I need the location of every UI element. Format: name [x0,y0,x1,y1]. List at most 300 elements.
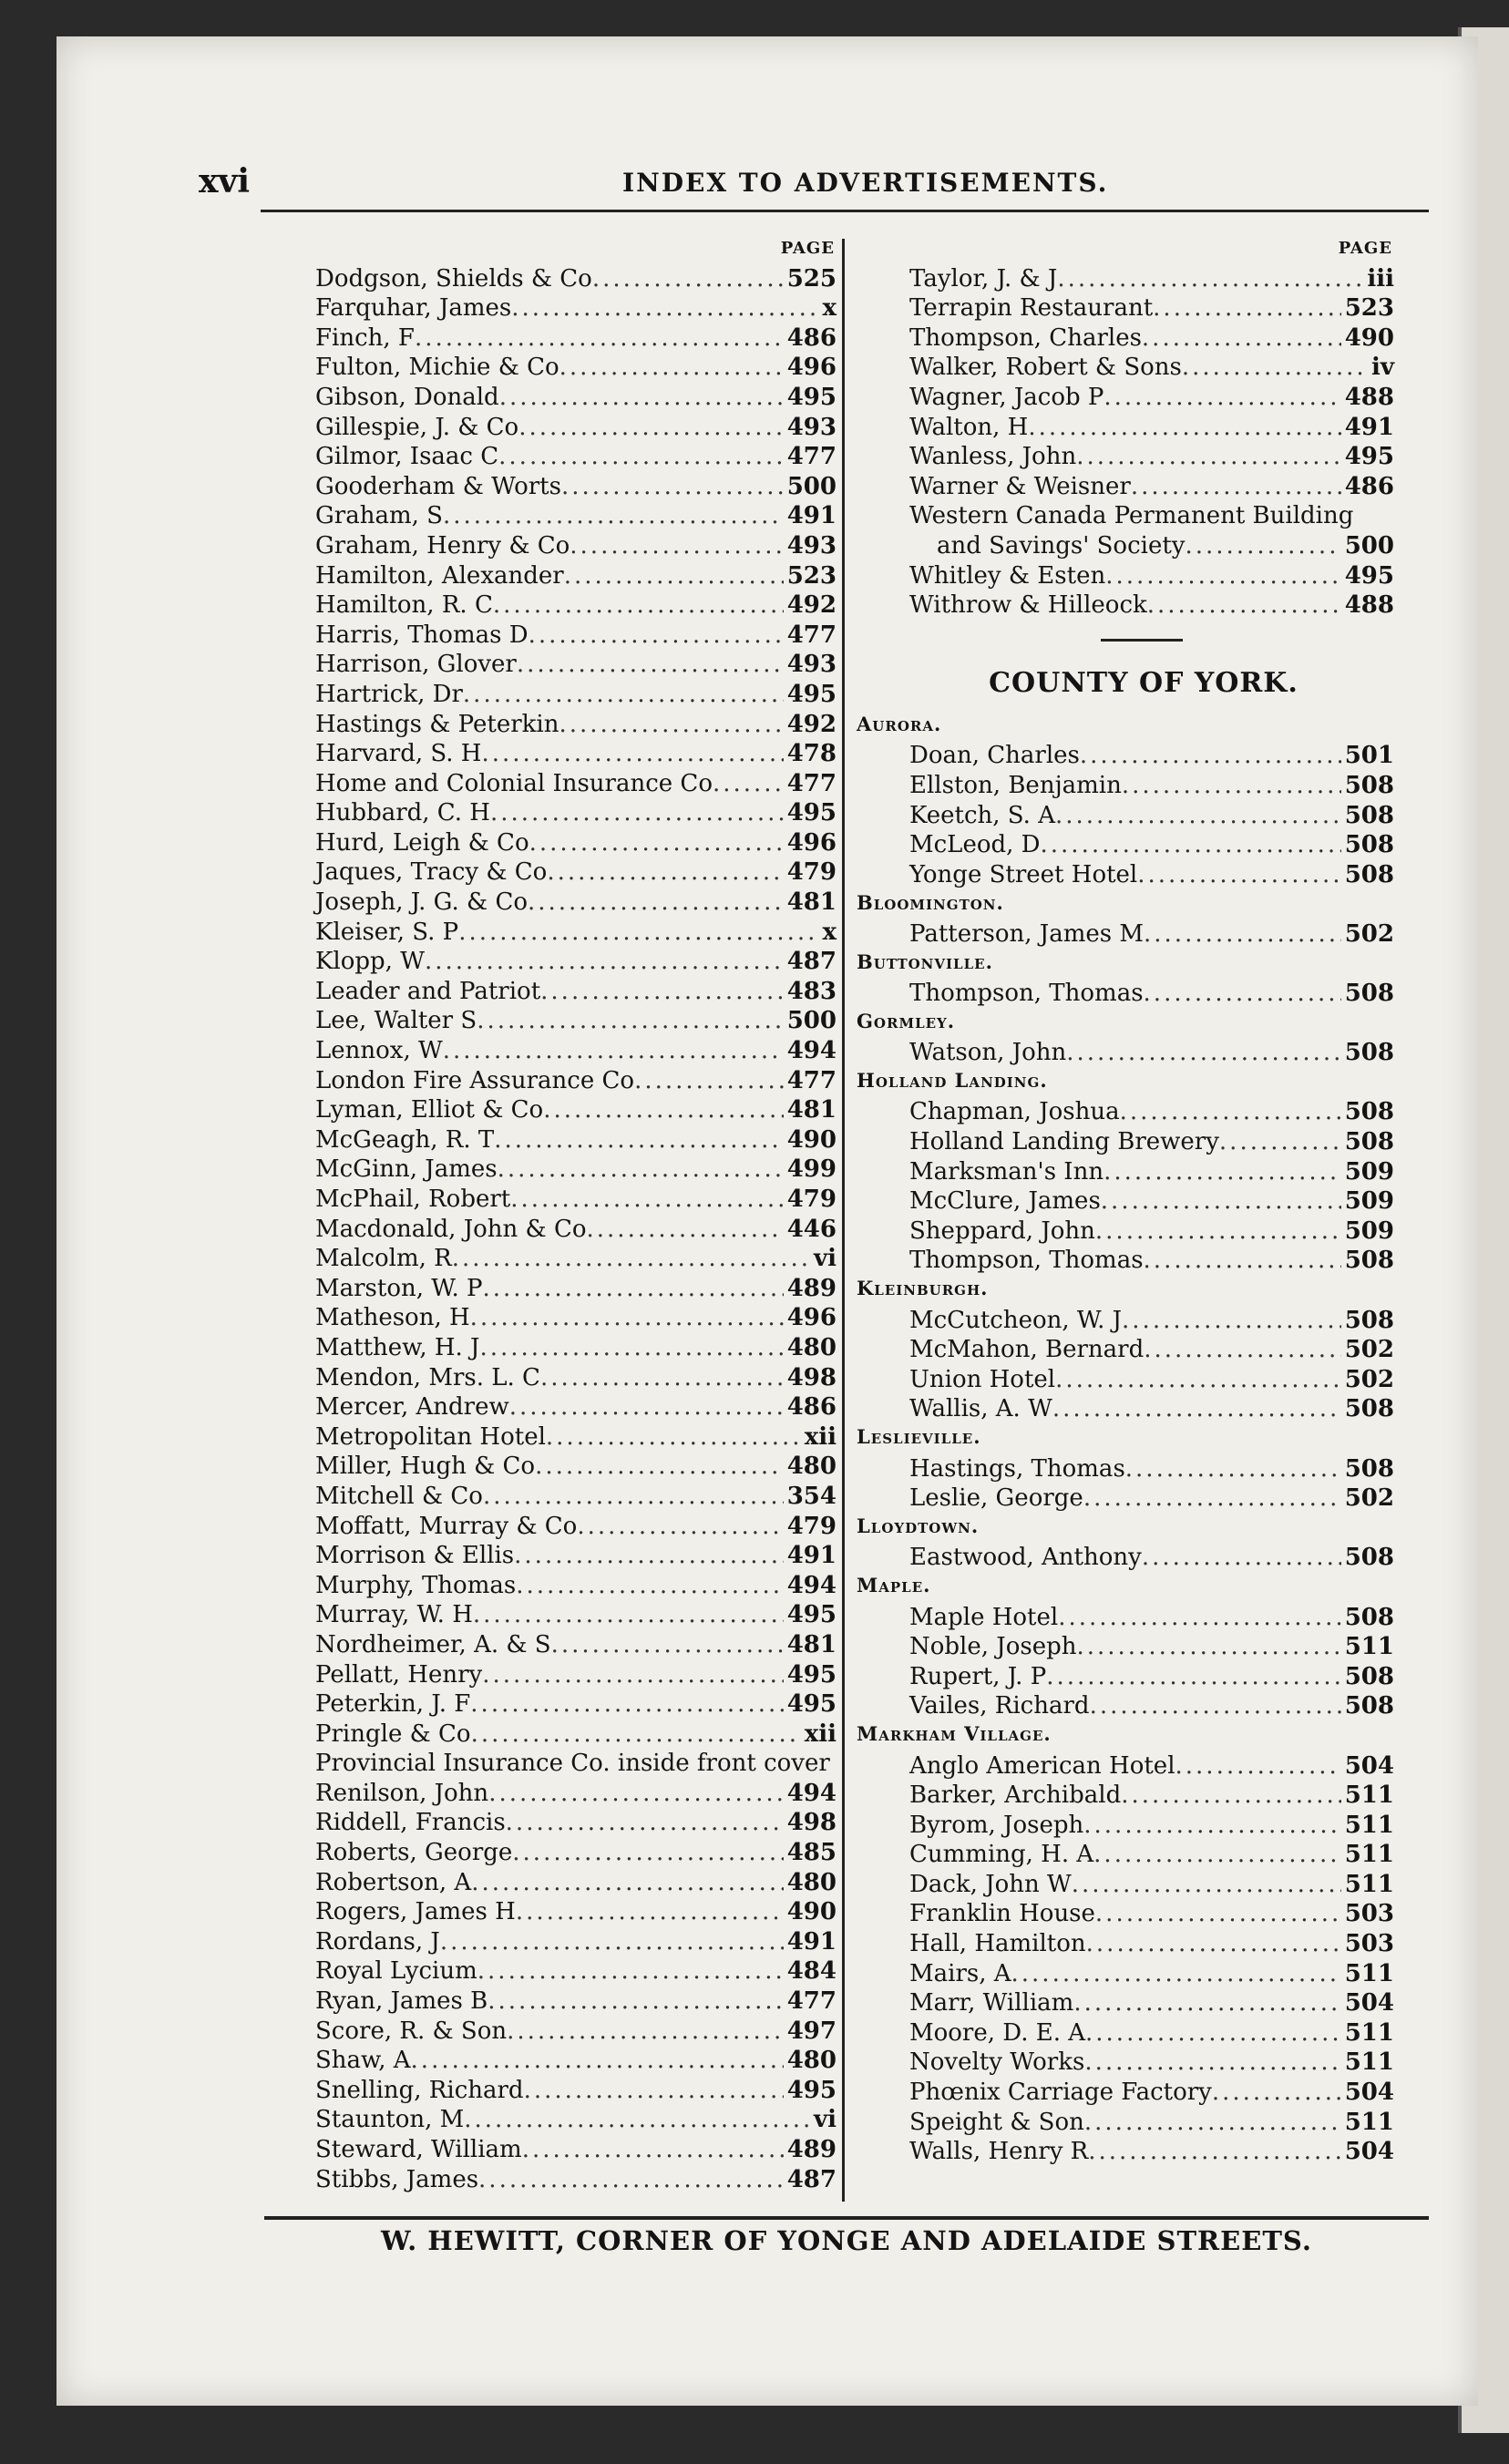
entry-page: 489 [786,1274,837,1302]
entry-page: 493 [786,531,837,560]
leader-dots [415,324,784,352]
leader-dots [1121,1781,1341,1809]
entry-name: Wanless, John [909,443,1077,471]
page-column-header: PAGE [1338,239,1392,258]
entry-page: 504 [1344,1989,1394,2017]
entry-page: 495 [786,680,837,708]
index-entry [315,678,837,708]
index-entry [857,1453,1394,1483]
entry-page: 501 [1344,742,1394,770]
index-entry [857,829,1394,859]
entry-name: Hastings & Peterkin [315,710,559,738]
leader-dots [1080,742,1341,769]
index-entry [857,1601,1394,1631]
index-entry [857,1839,1394,1869]
entry-page: 508 [1344,1662,1394,1690]
index-entry [315,2015,837,2045]
entry-name: McPhail, Robert [315,1186,511,1213]
entry-page: 486 [786,323,837,352]
entry-name: McCutcheon, W. J [909,1306,1123,1334]
entry-name: Walls, Henry R [909,2138,1089,2166]
entry-name: Malcolm, R [315,1245,452,1273]
index-entry [315,1896,837,1926]
entry-name: Hubbard, C. H [315,799,490,827]
entry-page: 483 [786,977,837,1005]
page-number: xvi [199,162,251,200]
entry-page: 494 [786,1779,837,1807]
entry-page: 508 [1344,1098,1394,1126]
leader-dots [713,770,784,797]
entry-page: 477 [786,1066,837,1094]
entry-page: 488 [1344,383,1394,411]
entry-page: 491 [1344,413,1394,441]
entry-page: x [822,918,837,946]
entry-page: 495 [786,799,837,827]
leader-dots [473,1601,784,1628]
index-entry [857,1660,1394,1690]
leader-dots [529,621,784,649]
index-entry [315,2163,837,2193]
entry-page: 508 [1344,1692,1394,1720]
index-entry [857,2106,1394,2136]
entry-name: Hartrick, Dr [315,680,463,708]
entry-name: and Savings' Society [937,531,1186,560]
index-entry [315,1777,837,1807]
page-header [199,162,1429,208]
index-entry [857,1898,1394,1928]
entry-page: 488 [1344,591,1394,620]
entry-page: 508 [1344,1128,1394,1156]
index-entry [857,322,1394,352]
index-entry [315,262,837,293]
place-heading: Gormley. [857,1010,956,1033]
entry-page: 494 [786,1037,837,1065]
index-entry [857,2047,1394,2077]
leader-dots [559,354,784,381]
entry-page: 478 [786,740,837,768]
place-heading: Maple. [857,1574,931,1597]
leader-dots [443,502,784,529]
entry-name: Hamilton, Alexander [315,561,564,590]
index-entry [857,1927,1394,1957]
leader-dots [522,2136,784,2163]
entry-page: 479 [786,1512,837,1540]
entry-page: 481 [786,888,837,917]
leader-dots [1055,1366,1341,1393]
entry-name: Franklin House [909,1900,1095,1928]
index-entry [315,500,837,530]
index-entry [315,1302,837,1332]
entry-page: 511 [1344,1633,1394,1661]
entry-name: Anglo American Hotel [909,1751,1175,1780]
entry-page: 495 [786,1660,837,1689]
entry-name: Mendon, Mrs. L. C [315,1363,540,1391]
entry-page: xii [804,1422,837,1451]
entry-name: Steward, William [315,2136,522,2163]
index-entry [315,470,837,500]
index-entry [315,2045,837,2075]
entry-name: McGinn, James [315,1155,498,1184]
entry-page: 495 [786,1601,837,1629]
index-entry [315,529,837,560]
leader-dots [1072,1871,1341,1898]
entry-name: Thompson, Thomas [909,980,1144,1008]
index-entry [315,1391,837,1422]
leader-dots [464,2106,810,2133]
entry-name: Murray, W. H [315,1601,473,1629]
index-entry [315,1361,837,1391]
leader-dots [507,2017,784,2045]
entry-name: Macdonald, John & Co [315,1215,587,1243]
index-entry [857,1750,1394,1780]
entry-page: 491 [786,1542,837,1570]
leader-dots [1085,2019,1341,2047]
leader-dots [509,1393,784,1421]
index-entry [315,649,837,679]
index-entry [857,529,1394,560]
entry-name: Shaw, A [315,2047,411,2075]
leader-dots [1104,384,1340,411]
entry-name: Thompson, Thomas [909,1247,1144,1275]
index-entry [857,858,1394,888]
leader-dots [516,1898,784,1925]
entry-name: Finch, F [315,323,415,352]
footer-rule [264,2216,1429,2220]
entry-name: Terrapin Restaurant [909,294,1154,323]
entry-name: Whitley & Esten [909,561,1106,590]
entry-name: Nordheimer, A. & S [315,1630,551,1658]
index-entry [857,500,1394,530]
entry-name: Eastwood, Anthony [909,1544,1142,1572]
leader-dots [458,919,818,946]
index-entry [315,2074,837,2104]
entry-name: Thompson, Charles [909,323,1142,352]
index-entry [315,1034,837,1064]
index-entry [857,560,1394,590]
entry-page: 485 [786,1839,837,1867]
entry-page: 489 [786,2136,837,2163]
entry-page: 499 [786,1155,837,1184]
entry-page: 480 [786,1453,837,1481]
leader-dots [425,948,784,975]
leader-dots [634,1067,784,1094]
entry-page: 511 [1344,1781,1394,1810]
index-entry [857,2136,1394,2166]
entry-page: 511 [1344,2108,1394,2136]
entry-name: Farquhar, James [315,294,512,323]
entry-page: 486 [1344,472,1394,500]
place-heading: Holland Landing. [857,1069,1048,1093]
entry-page: 508 [1344,1247,1394,1275]
leader-dots [471,1720,801,1748]
entry-page: 502 [1344,919,1394,948]
entry-name: Walton, H [909,413,1029,441]
leader-dots [1105,562,1341,590]
index-entry [315,708,837,738]
county-heading: COUNTY OF YORK. [989,667,1299,700]
index-entry [315,441,837,471]
index-entry [315,1421,837,1451]
entry-page: 493 [786,651,837,679]
index-entry [315,916,837,946]
entry-page: 479 [786,858,837,887]
entry-page: 500 [786,1007,837,1035]
leader-dots [1120,1098,1341,1125]
entry-page: 508 [1344,1306,1394,1334]
entry-name: Robertson, A [315,1868,472,1896]
entry-page: 503 [1344,1900,1394,1928]
entry-name: McGeagh, R. T [315,1125,495,1154]
entry-name: Ryan, James B [315,1987,488,2016]
entry-name: Snelling, Richard [315,2076,524,2104]
index-entry [315,886,837,916]
entry-name: Barker, Archibald [909,1781,1122,1810]
entry-name: Marston, W. P [315,1274,483,1302]
entry-name: Vailes, Richard [909,1692,1090,1720]
entry-page: 490 [786,1898,837,1926]
leader-dots [514,1542,784,1569]
index-entry [315,2133,837,2163]
entry-name: Lyman, Elliot & Co [315,1096,544,1124]
leader-dots [587,1216,784,1243]
leader-dots [1175,1752,1341,1780]
index-entry [857,1631,1394,1661]
entry-name: Moffatt, Murray & Co [315,1512,578,1540]
index-entry [315,1718,837,1748]
entry-name: Mitchell & Co [315,1482,483,1510]
leader-dots [511,294,818,322]
entry-name: Home and Colonial Insurance Co [315,769,713,797]
index-entry [315,1836,837,1866]
index-entry [857,1987,1394,2017]
leader-dots [540,978,784,1005]
leader-dots [1144,1336,1340,1363]
leader-dots [488,1780,784,1807]
entry-name: Marr, William [909,1989,1074,2017]
leader-dots [1028,414,1340,441]
leader-dots [1147,591,1341,619]
index-entry [857,262,1394,293]
running-title: INDEX TO ADVERTISEMENTS. [622,168,1109,198]
index-entry [857,1363,1394,1393]
leader-dots [1219,1128,1341,1155]
entry-name: Leader and Patriot [315,977,541,1005]
index-entry [315,590,837,620]
index-entry [315,2104,837,2134]
entry-page: 509 [1344,1157,1394,1186]
index-entry [857,1155,1394,1186]
leader-dots [524,2077,784,2104]
entry-page: 479 [786,1186,837,1213]
index-entry [315,1569,837,1599]
leader-dots [1142,324,1341,352]
entry-name: Ellston, Benjamin [909,771,1122,799]
leader-dots [482,1275,783,1302]
index-entry [315,1272,837,1302]
entry-name: Sheppard, John [909,1217,1095,1245]
leader-dots [518,414,784,441]
entry-page: 511 [1344,2018,1394,2047]
leader-dots [528,888,784,916]
entry-name: Rogers, James H [315,1898,516,1926]
index-entry [315,1985,837,2015]
leader-dots [1144,920,1341,948]
entry-name: Warner & Weisner [909,472,1131,500]
entry-name: Union Hotel [909,1365,1056,1393]
index-entry [315,1599,837,1629]
leader-dots [1142,1544,1341,1571]
entry-page: 523 [786,561,837,590]
entry-page: 477 [786,1987,837,2016]
leader-dots [1153,294,1341,322]
index-entry [315,767,837,797]
entry-name: McLeod, D [909,831,1041,859]
entry-page: 508 [1344,801,1394,829]
index-entry [857,740,1394,770]
leader-dots [478,2166,784,2193]
index-entry [857,918,1394,948]
leader-dots [1041,831,1341,858]
entry-name: Mairs, A [909,1959,1011,1987]
leader-dots [1057,265,1363,293]
leader-dots [1144,980,1341,1007]
leader-dots [1046,1663,1341,1690]
entry-name: Staunton, M [315,2106,465,2134]
index-entry [857,769,1394,799]
entry-name: Provincial Insurance Co. inside front cover [315,1750,830,1778]
entry-name: Murphy, Thomas [315,1571,517,1599]
entry-name: Western Canada Permanent Building [909,502,1354,530]
leader-dots [512,1839,783,1866]
index-entry [315,381,837,411]
leader-dots [547,858,783,886]
leader-dots [490,799,784,826]
entry-page: 498 [786,1809,837,1837]
entry-name: Chapman, Joshua [909,1098,1120,1126]
entry-page: 498 [786,1363,837,1391]
index-entry [315,1628,837,1658]
entry-name: Rupert, J. P [909,1662,1047,1690]
leader-dots [1052,1395,1341,1422]
index-entry [857,1780,1394,1810]
entry-name: Hurd, Leigh & Co [315,828,529,857]
entry-name: Harrison, Glover [315,651,517,679]
entry-page: 487 [786,948,837,976]
index-entry [315,619,837,649]
entry-name: Morrison & Ellis [315,1542,515,1570]
leader-dots [1083,1812,1340,1839]
entry-name: Speight & Son [909,2108,1084,2136]
entry-name: Matthew, H. J [315,1333,480,1361]
entry-name: Moore, D. E. A [909,2018,1086,2047]
entry-name: Taylor, J. & J [909,264,1058,293]
header-rule [261,210,1429,212]
entry-page: 484 [786,1957,837,1986]
index-entry [857,1125,1394,1155]
entry-name: Matheson, H [315,1304,470,1332]
leader-dots [470,1304,784,1331]
entry-page: 492 [786,591,837,620]
index-entry [315,1480,837,1510]
leader-dots [482,1661,784,1689]
entry-page: 480 [786,1868,837,1896]
entry-name: Leslie, George [909,1484,1083,1513]
entry-name: Kleiser, S. P [315,918,459,946]
place-heading: Kleinburgh. [857,1277,989,1300]
entry-page: 504 [1344,2138,1394,2166]
entry-page: iii [1367,264,1394,293]
entry-name: Mercer, Andrew [315,1393,509,1422]
leader-dots [452,1245,810,1272]
entry-page: 496 [786,828,837,857]
entry-page: 502 [1344,1484,1394,1513]
leader-dots [1122,1307,1341,1334]
entry-page: 525 [786,264,837,293]
index-entry [315,1124,837,1154]
entry-page: 495 [786,1690,837,1719]
index-entry [315,1866,837,1896]
entry-name: Rordans, J [315,1927,440,1956]
entry-name: Wagner, Jacob P [909,383,1104,411]
entry-name: Withrow & Hilleock [909,591,1147,620]
leader-dots [1084,2109,1341,2136]
entry-name: Cumming, H. A [909,1841,1094,1869]
entry-name: Roberts, George [315,1839,513,1867]
index-entry [315,1094,837,1124]
entry-page: vi [814,1245,837,1273]
leader-dots [1086,1930,1341,1957]
entry-name: Hastings, Thomas [909,1454,1125,1483]
index-entry [857,2017,1394,2047]
leader-dots [535,1453,784,1480]
leader-dots [546,1423,801,1451]
leader-dots [1066,1039,1340,1066]
entry-name: Gooderham & Worts [315,472,561,500]
entry-name: Gibson, Donald [315,383,499,411]
leader-dots [1088,2138,1340,2165]
leader-dots [564,562,784,590]
index-entry [315,797,837,827]
leader-dots [516,1572,784,1599]
entry-name: McMahon, Bernard [909,1336,1145,1364]
place-heading: Markham Village. [857,1722,1052,1746]
index-entry [857,1393,1394,1423]
entry-page: 511 [1344,1841,1394,1869]
entry-page: 477 [786,621,837,649]
entry-name: Keetch, S. A [909,801,1055,829]
page-column-header: PAGE [780,239,835,258]
entry-page: 502 [1344,1336,1394,1364]
index-entry [315,1925,837,1956]
entry-page: 504 [1344,1751,1394,1780]
entry-name: Joseph, J. G. & Co [315,888,528,917]
entry-page: 481 [786,1096,837,1124]
leader-dots [481,740,783,767]
index-entry [857,2076,1394,2106]
entry-page: 508 [1344,1454,1394,1483]
leader-dots [1076,1633,1340,1660]
index-entry [315,1005,837,1035]
index-entry [315,1510,837,1540]
leader-dots [477,1007,784,1034]
place-heading: Aurora. [857,713,942,736]
leader-dots [577,1513,783,1540]
leader-dots [1137,861,1340,888]
leader-dots [470,1690,783,1718]
index-entry [857,1304,1394,1334]
index-entry [315,1331,837,1361]
leader-dots [498,443,784,470]
